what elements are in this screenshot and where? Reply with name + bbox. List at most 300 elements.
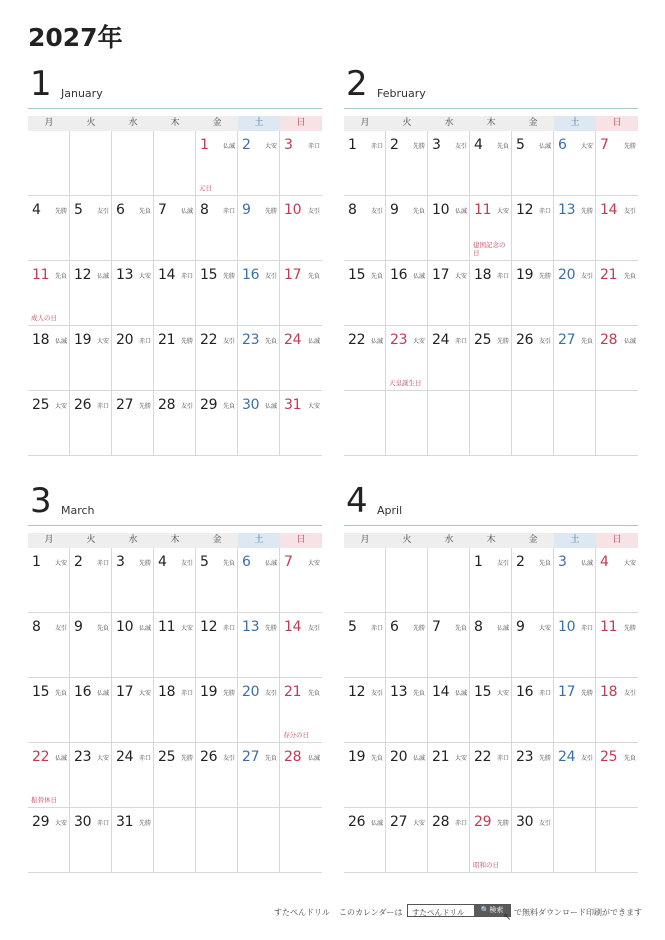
day-number: 6	[242, 554, 251, 570]
weekday-header: 土	[238, 533, 280, 548]
rokuyo-label: 先負	[454, 625, 467, 632]
rokuyo-label: 先負	[623, 273, 636, 280]
day-number: 5	[74, 202, 83, 218]
day-number: 1	[200, 137, 209, 153]
rokuyo-label: 友引	[538, 338, 551, 345]
day-cell	[344, 743, 386, 808]
empty-cell	[386, 548, 428, 613]
day-cell	[596, 326, 638, 391]
day-cell	[196, 548, 238, 613]
cursor-icon: ↖	[503, 912, 512, 923]
day-cell	[344, 678, 386, 743]
day-cell	[596, 131, 638, 196]
rokuyo-label: 先負	[580, 338, 593, 345]
day-number: 18	[158, 684, 176, 700]
day-number: 15	[474, 684, 492, 700]
day-cell	[554, 548, 596, 613]
empty-cell	[386, 391, 428, 456]
day-number: 29	[32, 814, 50, 830]
day-cell	[512, 743, 554, 808]
holiday-name: 天皇誕生日	[389, 379, 422, 387]
day-cell	[554, 131, 596, 196]
rokuyo-label: 仏滅	[580, 560, 593, 567]
weekday-header: 金	[196, 116, 238, 131]
holiday-name: 成人の日	[31, 314, 57, 322]
day-cell	[196, 196, 238, 261]
day-number: 1	[32, 554, 41, 570]
day-grid	[28, 548, 322, 873]
day-number: 12	[348, 684, 366, 700]
day-number: 31	[116, 814, 134, 830]
day-number: 8	[200, 202, 209, 218]
day-number: 3	[432, 137, 441, 153]
day-number: 8	[32, 619, 41, 635]
day-number: 24	[558, 749, 576, 765]
rokuyo-label: 先負	[623, 755, 636, 762]
day-number: 17	[558, 684, 576, 700]
weekday-header: 水	[428, 116, 470, 131]
day-cell	[470, 808, 512, 873]
footer-text-2: で無料ダウンロード印刷ができます	[514, 908, 642, 917]
weekday-header: 水	[428, 533, 470, 548]
rokuyo-label: 大安	[580, 143, 593, 150]
day-number: 10	[558, 619, 576, 635]
rokuyo-label: 大安	[496, 208, 509, 215]
rokuyo-label: 先勝	[138, 560, 151, 567]
day-number: 7	[284, 554, 293, 570]
empty-cell	[154, 808, 196, 873]
weekday-header: 日	[280, 533, 322, 548]
day-number: 8	[474, 619, 483, 635]
day-cell	[470, 326, 512, 391]
weekday-header: 土	[554, 533, 596, 548]
day-cell	[470, 678, 512, 743]
rokuyo-label: 大安	[54, 403, 67, 410]
day-number: 15	[348, 267, 366, 283]
rokuyo-label: 赤口	[307, 143, 320, 150]
rokuyo-label: 大安	[180, 625, 193, 632]
day-number: 22	[32, 749, 50, 765]
weekday-header-row	[344, 533, 638, 548]
day-number: 12	[200, 619, 218, 635]
day-number: 20	[390, 749, 408, 765]
day-cell	[154, 391, 196, 456]
rokuyo-label: 友引	[538, 820, 551, 827]
day-cell	[112, 196, 154, 261]
rokuyo-label: 赤口	[180, 273, 193, 280]
rokuyo-label: 仏滅	[96, 273, 109, 280]
day-cell	[428, 131, 470, 196]
rokuyo-label: 大安	[54, 820, 67, 827]
day-cell	[386, 613, 428, 678]
day-number: 9	[74, 619, 83, 635]
day-cell	[554, 261, 596, 326]
month-number: 1	[30, 64, 52, 104]
rokuyo-label: 先勝	[412, 625, 425, 632]
day-cell	[386, 131, 428, 196]
rokuyo-label: 先負	[370, 273, 383, 280]
rokuyo-label: 友引	[307, 208, 320, 215]
day-number: 21	[600, 267, 618, 283]
day-number: 4	[32, 202, 41, 218]
day-number: 2	[516, 554, 525, 570]
day-number: 14	[432, 684, 450, 700]
rokuyo-label: 赤口	[496, 273, 509, 280]
day-number: 1	[474, 554, 483, 570]
day-cell	[28, 548, 70, 613]
month-header	[344, 481, 638, 526]
day-number: 30	[516, 814, 534, 830]
day-cell	[196, 743, 238, 808]
day-cell	[154, 326, 196, 391]
rokuyo-label: 赤口	[454, 820, 467, 827]
day-cell	[112, 613, 154, 678]
day-number: 13	[558, 202, 576, 218]
rokuyo-label: 赤口	[222, 625, 235, 632]
day-number: 6	[390, 619, 399, 635]
day-cell	[344, 613, 386, 678]
rokuyo-label: 先負	[370, 755, 383, 762]
day-cell	[28, 391, 70, 456]
year-title: 2027年	[28, 23, 123, 52]
day-number: 11	[474, 202, 492, 218]
rokuyo-label: 先勝	[580, 690, 593, 697]
empty-cell	[70, 131, 112, 196]
day-number: 27	[116, 397, 134, 413]
day-cell	[554, 743, 596, 808]
rokuyo-label: 先負	[307, 273, 320, 280]
rokuyo-label: 仏滅	[412, 273, 425, 280]
day-number: 15	[32, 684, 50, 700]
day-cell	[280, 548, 322, 613]
day-cell	[596, 548, 638, 613]
day-number: 30	[74, 814, 92, 830]
rokuyo-label: 先負	[264, 338, 277, 345]
rokuyo-label: 友引	[180, 403, 193, 410]
day-number: 24	[284, 332, 302, 348]
empty-cell	[428, 548, 470, 613]
month-header	[28, 481, 322, 526]
day-cell	[512, 548, 554, 613]
day-number: 29	[200, 397, 218, 413]
day-cell	[238, 613, 280, 678]
rokuyo-label: 先勝	[496, 820, 509, 827]
empty-cell	[554, 391, 596, 456]
weekday-header: 木	[470, 116, 512, 131]
empty-cell	[196, 808, 238, 873]
day-number: 9	[242, 202, 251, 218]
rokuyo-label: 仏滅	[264, 560, 277, 567]
day-cell	[28, 808, 70, 873]
day-number: 31	[284, 397, 302, 413]
day-cell	[196, 613, 238, 678]
rokuyo-label: 先負	[54, 690, 67, 697]
rokuyo-label: 仏滅	[454, 208, 467, 215]
day-number: 23	[516, 749, 534, 765]
day-number: 4	[158, 554, 167, 570]
day-cell	[386, 678, 428, 743]
weekday-header-row	[344, 116, 638, 131]
day-cell	[280, 743, 322, 808]
day-cell	[512, 613, 554, 678]
day-cell	[512, 808, 554, 873]
day-cell	[112, 261, 154, 326]
day-cell	[238, 743, 280, 808]
holiday-name: 昭和の日	[473, 861, 499, 869]
day-cell	[512, 131, 554, 196]
weekday-header: 火	[70, 533, 112, 548]
rokuyo-label: 仏滅	[370, 338, 383, 345]
day-cell	[70, 196, 112, 261]
search-box-graphic	[407, 904, 511, 917]
month-march	[28, 481, 322, 885]
weekday-header: 月	[344, 533, 386, 548]
rokuyo-label: 先勝	[496, 338, 509, 345]
rokuyo-label: 友引	[180, 560, 193, 567]
day-number: 10	[116, 619, 134, 635]
day-number: 26	[348, 814, 366, 830]
day-number: 12	[74, 267, 92, 283]
day-cell	[280, 613, 322, 678]
day-number: 28	[432, 814, 450, 830]
rokuyo-label: 仏滅	[538, 143, 551, 150]
day-cell	[28, 326, 70, 391]
month-name: February	[377, 87, 426, 100]
day-number: 19	[74, 332, 92, 348]
rokuyo-label: 先負	[54, 273, 67, 280]
month-number: 2	[346, 64, 368, 104]
empty-cell	[428, 391, 470, 456]
day-number: 7	[600, 137, 609, 153]
rokuyo-label: 大安	[307, 403, 320, 410]
day-cell	[28, 196, 70, 261]
rokuyo-label: 赤口	[96, 820, 109, 827]
rokuyo-label: 赤口	[538, 208, 551, 215]
empty-cell	[154, 131, 196, 196]
day-number: 26	[200, 749, 218, 765]
day-cell	[238, 196, 280, 261]
day-cell	[344, 808, 386, 873]
day-number: 5	[200, 554, 209, 570]
empty-cell	[470, 391, 512, 456]
day-number: 15	[200, 267, 218, 283]
day-cell	[428, 196, 470, 261]
month-name: March	[61, 504, 95, 517]
footer	[0, 903, 665, 923]
day-cell	[196, 131, 238, 196]
day-cell	[70, 743, 112, 808]
rokuyo-label: 赤口	[496, 755, 509, 762]
rokuyo-label: 仏滅	[96, 690, 109, 697]
day-number: 18	[474, 267, 492, 283]
rokuyo-label: 先勝	[623, 143, 636, 150]
day-number: 23	[390, 332, 408, 348]
empty-cell	[512, 391, 554, 456]
month-number: 4	[346, 481, 368, 521]
rokuyo-label: 友引	[370, 690, 383, 697]
day-number: 23	[74, 749, 92, 765]
day-cell	[238, 391, 280, 456]
rokuyo-label: 仏滅	[623, 338, 636, 345]
day-cell	[512, 678, 554, 743]
rokuyo-label: 先勝	[138, 403, 151, 410]
day-number: 13	[242, 619, 260, 635]
day-cell	[238, 548, 280, 613]
day-number: 30	[242, 397, 260, 413]
weekday-header: 金	[512, 116, 554, 131]
day-number: 3	[558, 554, 567, 570]
day-cell	[386, 326, 428, 391]
day-number: 2	[390, 137, 399, 153]
day-number: 3	[284, 137, 293, 153]
empty-cell	[112, 131, 154, 196]
rokuyo-label: 友引	[580, 755, 593, 762]
rokuyo-label: 先負	[412, 690, 425, 697]
rokuyo-label: 赤口	[370, 625, 383, 632]
rokuyo-label: 友引	[454, 143, 467, 150]
rokuyo-label: 仏滅	[454, 690, 467, 697]
day-cell	[554, 196, 596, 261]
rokuyo-label: 友引	[222, 755, 235, 762]
rokuyo-label: 先勝	[264, 208, 277, 215]
day-cell	[280, 196, 322, 261]
weekday-header: 日	[596, 533, 638, 548]
day-cell	[154, 196, 196, 261]
day-number: 17	[432, 267, 450, 283]
day-number: 2	[74, 554, 83, 570]
day-cell	[154, 743, 196, 808]
weekday-header-row	[28, 533, 322, 548]
day-cell	[70, 391, 112, 456]
day-number: 10	[432, 202, 450, 218]
day-cell	[70, 808, 112, 873]
day-cell	[344, 326, 386, 391]
day-cell	[70, 261, 112, 326]
day-number: 14	[158, 267, 176, 283]
day-cell	[280, 678, 322, 743]
rokuyo-label: 先負	[496, 143, 509, 150]
day-number: 28	[600, 332, 618, 348]
day-cell	[196, 391, 238, 456]
day-cell	[470, 548, 512, 613]
rokuyo-label: 友引	[496, 560, 509, 567]
day-grid	[344, 548, 638, 873]
day-number: 11	[32, 267, 50, 283]
day-cell	[196, 326, 238, 391]
day-cell	[238, 261, 280, 326]
holiday-name: 振替休日	[31, 796, 57, 804]
day-cell	[70, 613, 112, 678]
weekday-header-row	[28, 116, 322, 131]
rokuyo-label: 赤口	[538, 690, 551, 697]
rokuyo-label: 赤口	[370, 143, 383, 150]
rokuyo-label: 先勝	[54, 208, 67, 215]
rokuyo-label: 仏滅	[307, 755, 320, 762]
day-cell	[280, 131, 322, 196]
day-cell	[386, 261, 428, 326]
day-number: 7	[158, 202, 167, 218]
day-cell	[154, 548, 196, 613]
weekday-header: 木	[154, 533, 196, 548]
day-cell	[112, 808, 154, 873]
rokuyo-label: 先勝	[264, 625, 277, 632]
day-number: 17	[284, 267, 302, 283]
weekday-header: 土	[238, 116, 280, 131]
rokuyo-label: 友引	[264, 690, 277, 697]
day-number: 4	[600, 554, 609, 570]
rokuyo-label: 大安	[496, 690, 509, 697]
day-cell	[70, 678, 112, 743]
weekday-header: 水	[112, 533, 154, 548]
day-number: 22	[474, 749, 492, 765]
rokuyo-label: 赤口	[96, 560, 109, 567]
rokuyo-label: 友引	[54, 625, 67, 632]
empty-cell	[238, 808, 280, 873]
rokuyo-label: 先勝	[538, 755, 551, 762]
day-cell	[28, 613, 70, 678]
empty-cell	[344, 391, 386, 456]
rokuyo-label: 赤口	[454, 338, 467, 345]
day-number: 16	[74, 684, 92, 700]
empty-cell	[554, 808, 596, 873]
day-number: 5	[516, 137, 525, 153]
rokuyo-label: 先勝	[538, 273, 551, 280]
rokuyo-label: 先勝	[138, 820, 151, 827]
day-number: 27	[242, 749, 260, 765]
day-number: 11	[600, 619, 618, 635]
weekday-header: 土	[554, 116, 596, 131]
day-number: 13	[390, 684, 408, 700]
month-name: January	[61, 87, 103, 100]
rokuyo-label: 仏滅	[264, 403, 277, 410]
rokuyo-label: 先負	[96, 625, 109, 632]
day-number: 1	[348, 137, 357, 153]
empty-cell	[596, 808, 638, 873]
day-number: 24	[432, 332, 450, 348]
rokuyo-label: 先負	[264, 755, 277, 762]
day-number: 16	[516, 684, 534, 700]
weekday-header: 月	[28, 533, 70, 548]
day-number: 11	[158, 619, 176, 635]
rokuyo-label: 先勝	[623, 625, 636, 632]
weekday-header: 火	[386, 116, 428, 131]
day-cell	[470, 613, 512, 678]
day-number: 25	[474, 332, 492, 348]
rokuyo-label: 仏滅	[222, 143, 235, 150]
day-cell	[596, 613, 638, 678]
rokuyo-label: 友引	[307, 625, 320, 632]
holiday-name: 建国記念の日	[473, 241, 506, 257]
day-number: 22	[348, 332, 366, 348]
weekday-header: 月	[28, 116, 70, 131]
day-number: 9	[390, 202, 399, 218]
empty-cell	[344, 548, 386, 613]
day-cell	[386, 808, 428, 873]
day-number: 4	[474, 137, 483, 153]
rokuyo-label: 大安	[96, 755, 109, 762]
day-cell	[238, 131, 280, 196]
day-cell	[154, 678, 196, 743]
day-number: 26	[516, 332, 534, 348]
rokuyo-label: 仏滅	[370, 820, 383, 827]
day-cell	[596, 261, 638, 326]
day-cell	[154, 261, 196, 326]
weekday-header: 金	[196, 533, 238, 548]
month-february	[344, 64, 638, 468]
day-cell	[280, 391, 322, 456]
day-cell	[596, 743, 638, 808]
rokuyo-label: 仏滅	[138, 625, 151, 632]
